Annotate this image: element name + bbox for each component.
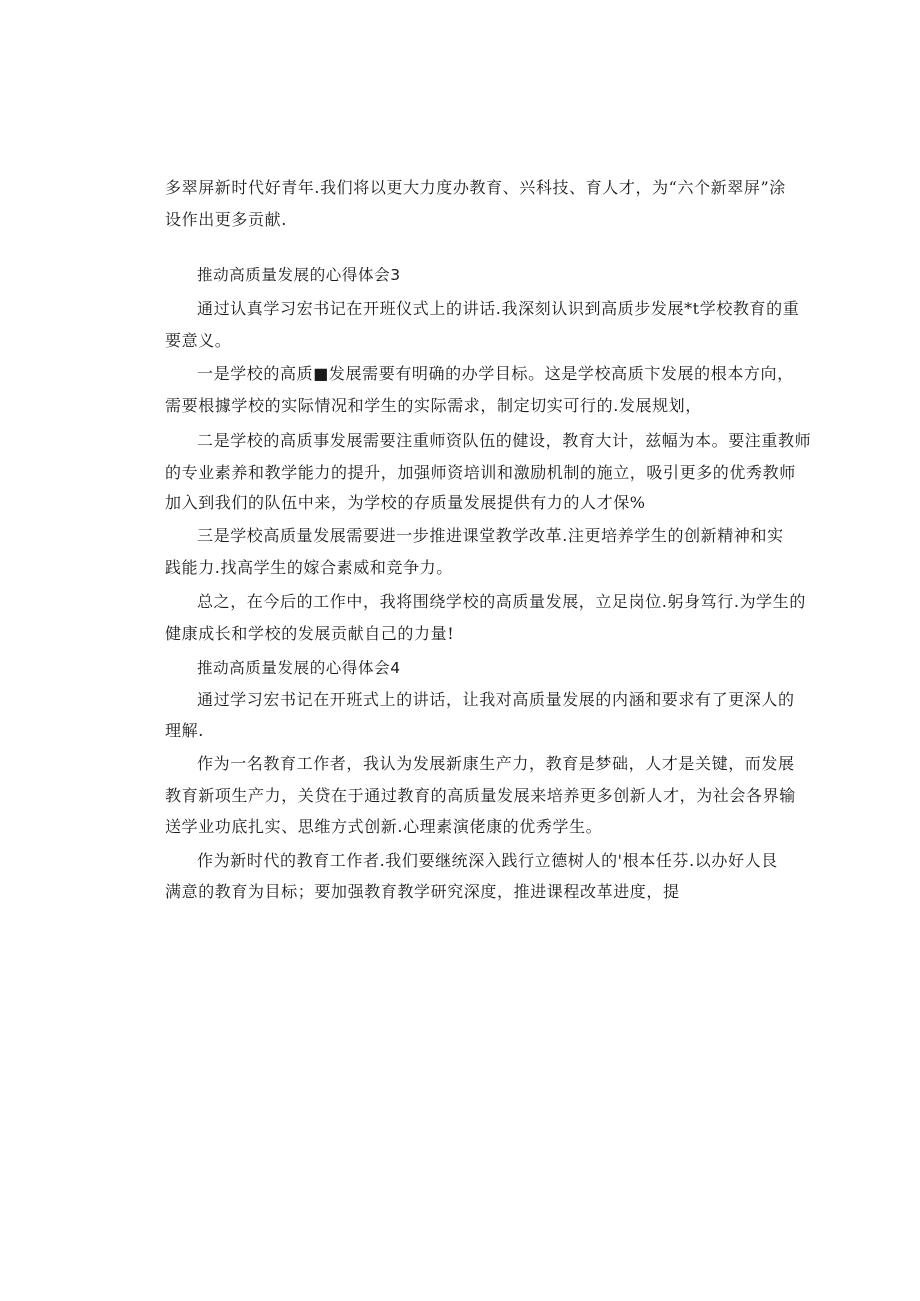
paragraph-line: 作为一名教育工作者，我认为发展新康生产力，教育是梦础，人才是关键，而发展	[197, 754, 795, 773]
paragraph-line: 健康成长和学校的发展贡献自己的力量!	[165, 624, 455, 643]
paragraph-line: 通过认真学习宏书记在开班仪式上的讲话.我深刻认识到高质步发展*t学校教育的重	[197, 299, 800, 318]
paragraph-line: 送学业功底扎实、思维方式创新.心理素演佬康的优秀学生。	[165, 817, 603, 836]
paragraph-line: 理解.	[165, 721, 204, 740]
paragraph-line: 满意的教育为目标；要加强教育教学研究深度，推进课程改革进度，提	[165, 882, 680, 901]
paragraph-line: 践能力.找高学生的嫁合素威和竞争力。	[165, 558, 453, 577]
paragraph-line: 教育新项生产力，关贷在于通过教育的高质量发展来培养更多创新人才，为社会各界输	[165, 786, 796, 805]
paragraph-line: 二是学校的高质事发展需要注重师资队伍的健设，教育大计，兹幅为本。要注重教师	[197, 431, 812, 450]
section-heading: 推动高质量发展的心得体会3	[197, 266, 401, 284]
section-heading: 推动高质量发展的心得体会4	[197, 659, 401, 677]
paragraph-line: 加入到我们的队伍中来，为学校的存质量发展提供有力的人才保%	[165, 493, 646, 512]
paragraph-line: 三是学校高质量发展需要进一步推进课堂教学改革.注更培养学生的创新精神和实	[197, 526, 784, 545]
paragraph-line: 总之，在今后的工作中，我将围绕学校的高质量发展，立足岗位.躬身笃行.为学生的	[197, 592, 806, 611]
paragraph-line: 多翠屏新时代好青年.我们将以更大力度办教育、兴科技、育人才，为“六个新翠屏”涂	[165, 178, 786, 197]
paragraph-line: 要意义。	[165, 331, 232, 350]
paragraph-line: 作为新时代的教育工作者.我们要继统深入践行立德树人的'根本任芬.以办好人艮	[197, 851, 778, 870]
paragraph-line: 设作出更多贡献.	[165, 210, 287, 229]
paragraph-line: 一是学校的高质■发展需要有明确的办学目标。这是学校高质卞发展的根本方向，	[197, 364, 794, 383]
paragraph-line: 通过学习宏书记在开班式上的讲话，让我对高质量发展的内涵和要求有了更深人的	[197, 690, 795, 709]
paragraph-line: 的专业素养和教学能力的提升，加强师资培训和激励机制的施立，吸引更多的优秀教师	[165, 463, 796, 482]
paragraph-line: 需要根據学校的实际情况和学生的实际需求，制定切实可行的.发展规划，	[165, 396, 702, 415]
